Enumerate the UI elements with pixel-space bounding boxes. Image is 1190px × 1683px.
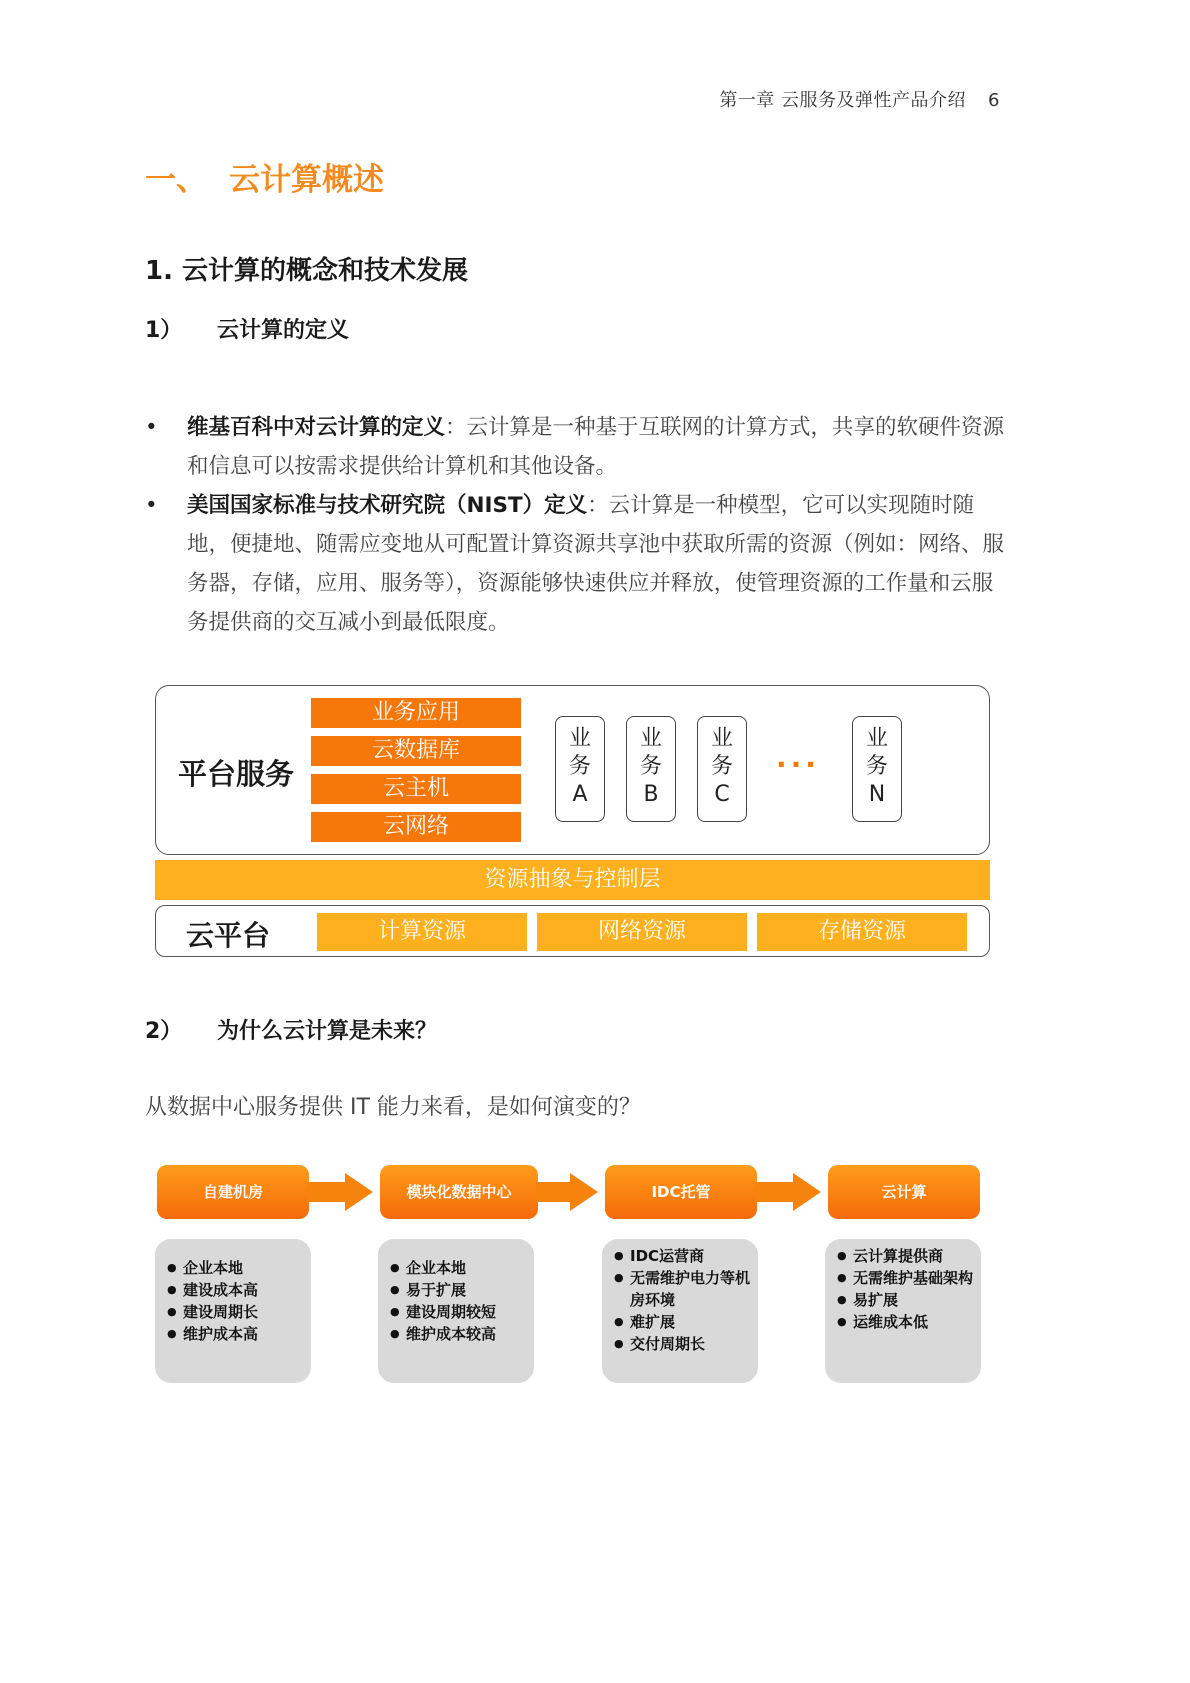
section-number: 一、 [145, 162, 207, 198]
definition-list [145, 408, 1005, 642]
page-number: 6 [988, 90, 1000, 111]
subsection-heading: 1. 云计算的概念和技术发展 [145, 256, 469, 286]
part1-heading [145, 313, 349, 344]
stage-card [825, 1239, 981, 1383]
resource-block: 存储资源 [757, 913, 967, 951]
list-item: ● IDC运营商 [614, 1245, 750, 1267]
abstraction-layer: 资源抽象与控制层 [155, 860, 990, 900]
list-item: ● 维护成本高 [167, 1323, 303, 1345]
page-header [719, 86, 1000, 112]
part1-title: 云计算的定义 [217, 318, 350, 343]
section-heading [145, 154, 384, 199]
list-item: ● 企业本地 [390, 1257, 526, 1279]
resource-block: 计算资源 [317, 913, 527, 951]
stack-layer: 云数据库 [311, 736, 521, 766]
business-char: 务 [710, 754, 733, 779]
business-char: 业 [568, 726, 591, 751]
list-item: ● 建设周期较短 [390, 1301, 526, 1323]
stage-card [602, 1239, 758, 1383]
cloud-architecture-diagram [155, 685, 990, 955]
bullet-text: ：云计算是一种模型，它可以实现随时随地，便捷地、随需应变地从可配置计算资源共享池中获取所需的资源（例如：网络、服务器，存储，应用、服务等），资源能够快速供应并释放，使管理资源的工作量和云服务提供商的交互减小到最低限度。 [187, 493, 1005, 635]
chapter-title: 第一章 云服务及弹性产品介绍 [719, 90, 967, 111]
business-id: B [643, 782, 659, 807]
arrow-shaft [536, 1182, 572, 1202]
business-n [852, 716, 902, 822]
list-item: ● 维护成本较高 [390, 1323, 526, 1345]
part2-title: 为什么云计算是未来？ [217, 1019, 438, 1044]
list-item: ● 建设周期长 [167, 1301, 303, 1323]
bullet-text: ：云计算是一种基于互联网的计算方式，共享的软硬件资源和信息可以按需求提供给计算机和其他设备。 [187, 415, 1005, 479]
arrow-shaft [755, 1182, 795, 1202]
list-item: ● 无需维护基础架构 [837, 1267, 973, 1289]
cloud-platform-label: 云平台 [186, 919, 271, 952]
business-char: 务 [568, 754, 591, 779]
list-item: ● 难扩展 [614, 1311, 750, 1333]
arrow-shaft [307, 1182, 347, 1202]
service-stack [311, 698, 521, 850]
part1-number: 1） [145, 318, 183, 343]
list-item: ● 交付周期长 [614, 1333, 750, 1355]
list-item: ● 企业本地 [167, 1257, 303, 1279]
bullet-label: 维基百科中对云计算的定义 [187, 415, 446, 440]
stage-header: 模块化数据中心 [380, 1165, 538, 1219]
list-item: ● 易于扩展 [390, 1279, 526, 1301]
business-id: A [572, 782, 588, 807]
platform-service-label: 平台服务 [178, 757, 295, 791]
stack-layer: 业务应用 [311, 698, 521, 728]
stack-layer: 云网络 [311, 812, 521, 842]
stage-header: 云计算 [828, 1165, 980, 1219]
bullet-label: 美国国家标准与技术研究院（NIST）定义 [187, 493, 588, 518]
bullet-icon: • [145, 493, 158, 518]
stage-card [378, 1239, 534, 1383]
list-item: ● 运维成本低 [837, 1311, 973, 1333]
list-item: ● 云计算提供商 [837, 1245, 973, 1267]
bullet-icon: • [145, 415, 158, 440]
part2-heading [145, 1014, 437, 1045]
list-item [145, 486, 1005, 642]
list-item [145, 408, 1005, 486]
intro-text: 从数据中心服务提供 IT 能力来看，是如何演变的？ [145, 1095, 641, 1120]
business-b [626, 716, 676, 822]
business-id: N [868, 782, 886, 807]
business-char: 业 [710, 726, 733, 751]
business-char: 务 [639, 754, 662, 779]
evolution-flow-diagram [150, 1165, 1000, 1395]
part2-number: 2） [145, 1019, 183, 1044]
stage-header: IDC托管 [605, 1165, 757, 1219]
arrow-right-icon [793, 1173, 821, 1211]
business-c [697, 716, 747, 822]
stage-card [155, 1239, 311, 1383]
cloud-platform-box [155, 905, 990, 957]
business-a [555, 716, 605, 822]
list-item: ● 无需维护电力等机房环境 [614, 1267, 750, 1311]
ellipsis: ··· [776, 748, 820, 781]
business-char: 业 [865, 726, 888, 751]
list-item: ● 建设成本高 [167, 1279, 303, 1301]
business-char: 务 [865, 754, 888, 779]
resource-block: 网络资源 [537, 913, 747, 951]
platform-service-box [155, 685, 990, 855]
arrow-right-icon [345, 1173, 373, 1211]
stack-layer: 云主机 [311, 774, 521, 804]
business-id: C [714, 782, 730, 807]
list-item: ● 易扩展 [837, 1289, 973, 1311]
stage-header: 自建机房 [157, 1165, 309, 1219]
arrow-right-icon [570, 1173, 598, 1211]
business-char: 业 [639, 726, 662, 751]
section-title: 云计算概述 [229, 162, 384, 198]
